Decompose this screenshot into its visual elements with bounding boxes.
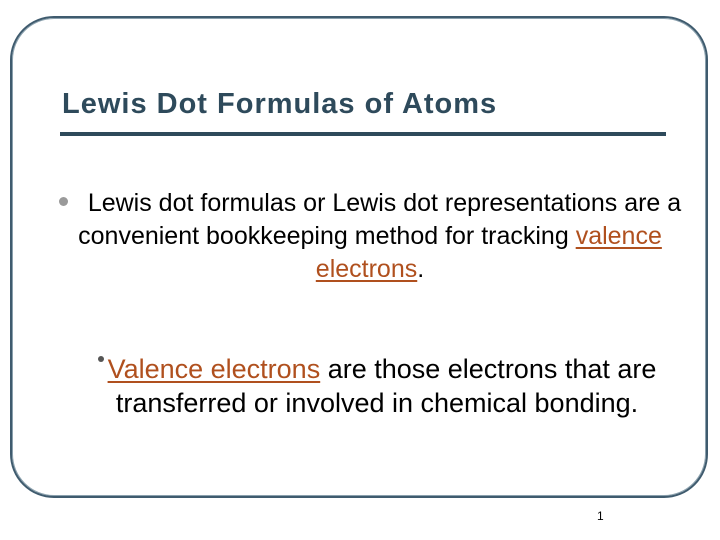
paragraph-2-text: are those electrons that are transferred or involved in chemical bonding. (115, 354, 657, 418)
paragraph-lewis-dot-formulas (40, 187, 700, 286)
dot-bullet-icon (98, 356, 104, 362)
paragraph-valence-electrons (50, 352, 704, 420)
slide-title: Lewis Dot Formulas of Atoms (62, 88, 498, 120)
paragraph-1-end: . (417, 255, 425, 283)
valence-electrons-term-link[interactable]: Valence electrons (107, 354, 321, 384)
title-underline (60, 132, 666, 136)
slide-number: 1 (597, 509, 604, 523)
paragraph-1-text: Lewis dot formulas or Lewis dot representations are a convenient bookkeeping method for tracking (78, 189, 682, 250)
valence-electrons-link[interactable]: valence electrons (315, 222, 662, 283)
circle-bullet-icon (59, 197, 68, 206)
